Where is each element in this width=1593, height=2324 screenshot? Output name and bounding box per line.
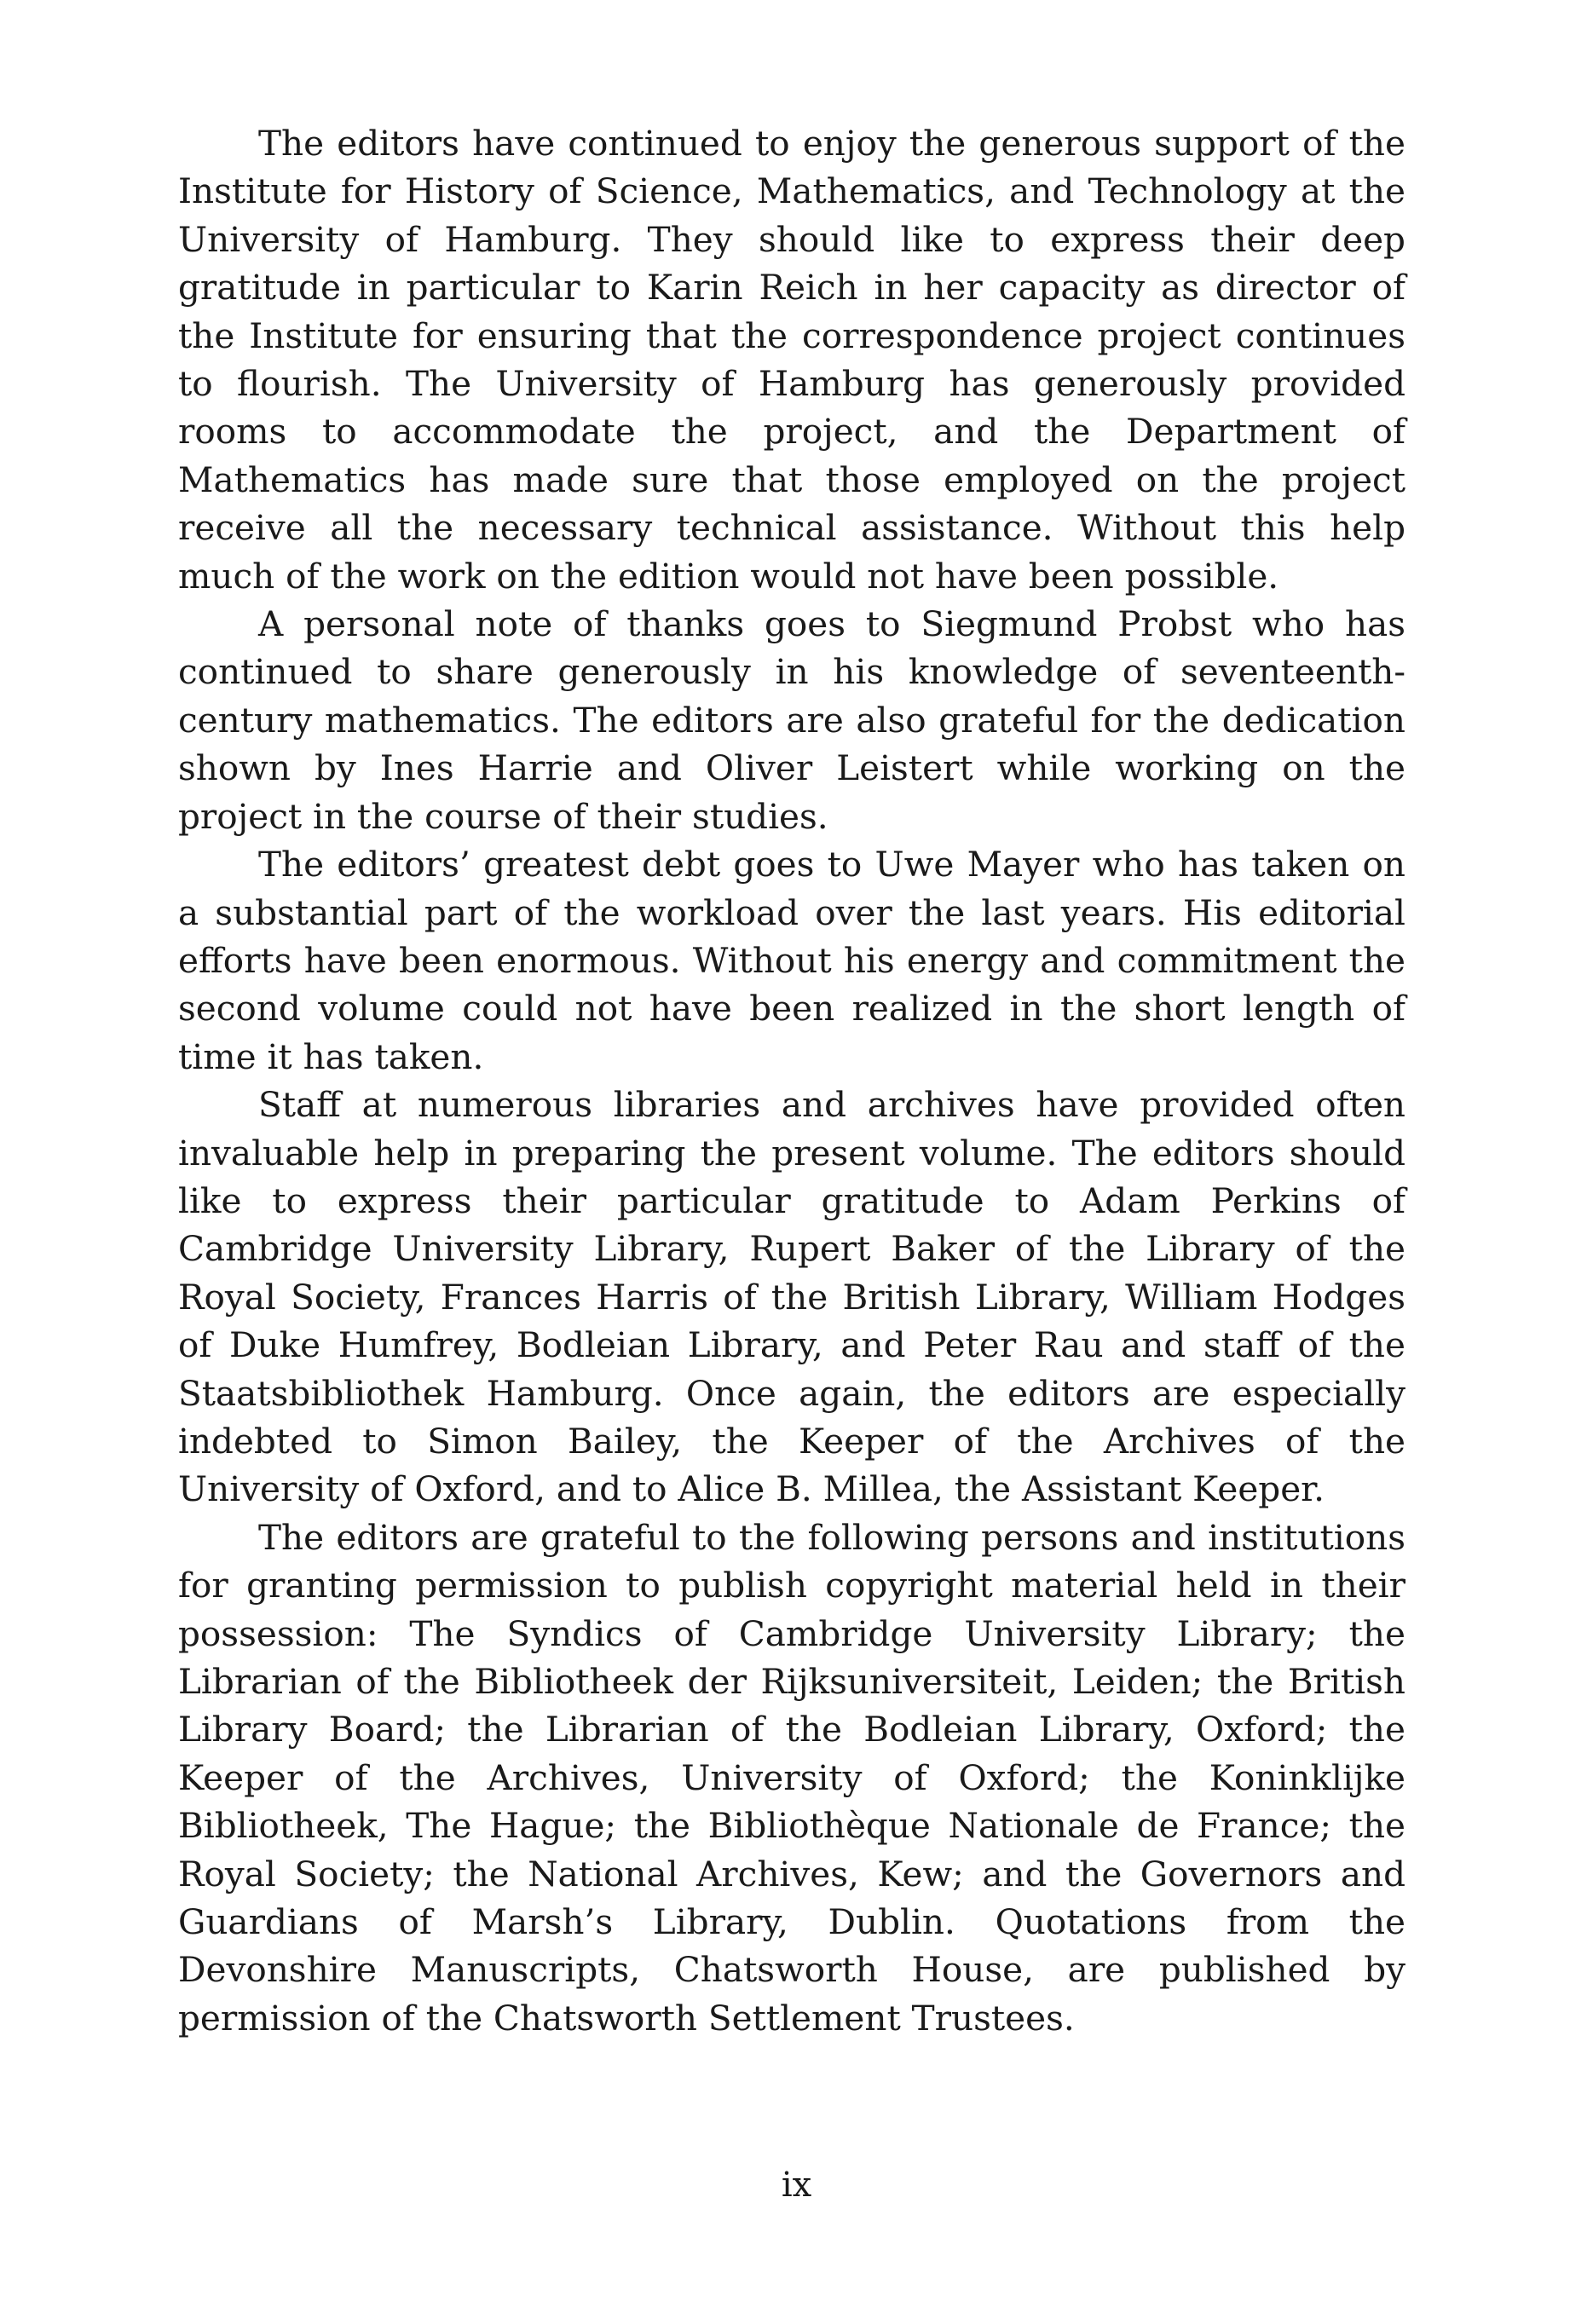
paragraph-personal-thanks: A personal note of thanks goes to Siegmund Probst who has continued to share generously in his knowledge of seventeenth-century mathematics. The editors are also grateful for the dedication shown by Ines Harrie and Oliver Leistert while working on the project in the course of their studies. — [178, 603, 1405, 837]
paragraph-institute-support: The editors have continued to enjoy the generous support of the Institute for History of Science, Mathematics, and Technology at the University of Hamburg. They should like to express their deep gratitude in particular to Karin Reich in her capacity as director of the Institute for ensuring that the correspondence project continues to flourish. The University of Hamburg has generously provided rooms to accommodate the project, and the Department of Mathematics has made sure that those employed on the project receive all the necessary technical assistance. Without this help much of the work on the edition would not have been possible. — [178, 123, 1405, 597]
paragraph-libraries-archives: Staff at numerous libraries and archives have provided often invaluable help in preparing the present volume. The editors should like to express their particular gratitude to Adam Perkins of Cambridge University Library, Rupert Baker of the Library of the Royal Society, Frances Harris of the British Library, William Hodges of Duke Humfrey, Bodleian Library, and Peter Rau and staff of the Staatsbibliothek Hamburg. Once again, the editors are especially indebted to Simon Bailey, the Keeper of the Archives of the University of Oxford, and to Alice B. Millea, the Assistant Keeper. — [178, 1084, 1405, 1510]
paragraph-greatest-debt: The editors’ greatest debt goes to Uwe Mayer who has taken on a substantial part of the workload over the last years. His editorial efforts have been enormous. Without his energy and commitment the second volume could not have been realized in the short length of time it has taken. — [178, 844, 1405, 1077]
page-body — [178, 119, 1405, 2042]
page-number: ix — [781, 2165, 812, 2205]
paragraph-permissions: The editors are grateful to the following persons and institutions for granting permission to publish copyright material held in their possession: The Syndics of Cambridge University Library; the Librarian of the Bibliotheek der Rijksuniversiteit, Leiden; the British Library Board; the Librarian of the Bodleian Library, Oxford; the Keeper of the Archives, University of Oxford; the Koninklijke Bibliotheek, The Hague; the Bibliothèque Nationale de France; the Royal Society; the National Archives, Kew; and the Governors and Guardians of Marsh’s Library, Dublin. Quotations from the Devonshire Manuscripts, Chatsworth House, are published by permission of the Chatsworth Settlement Trustees. — [178, 1516, 1405, 2039]
